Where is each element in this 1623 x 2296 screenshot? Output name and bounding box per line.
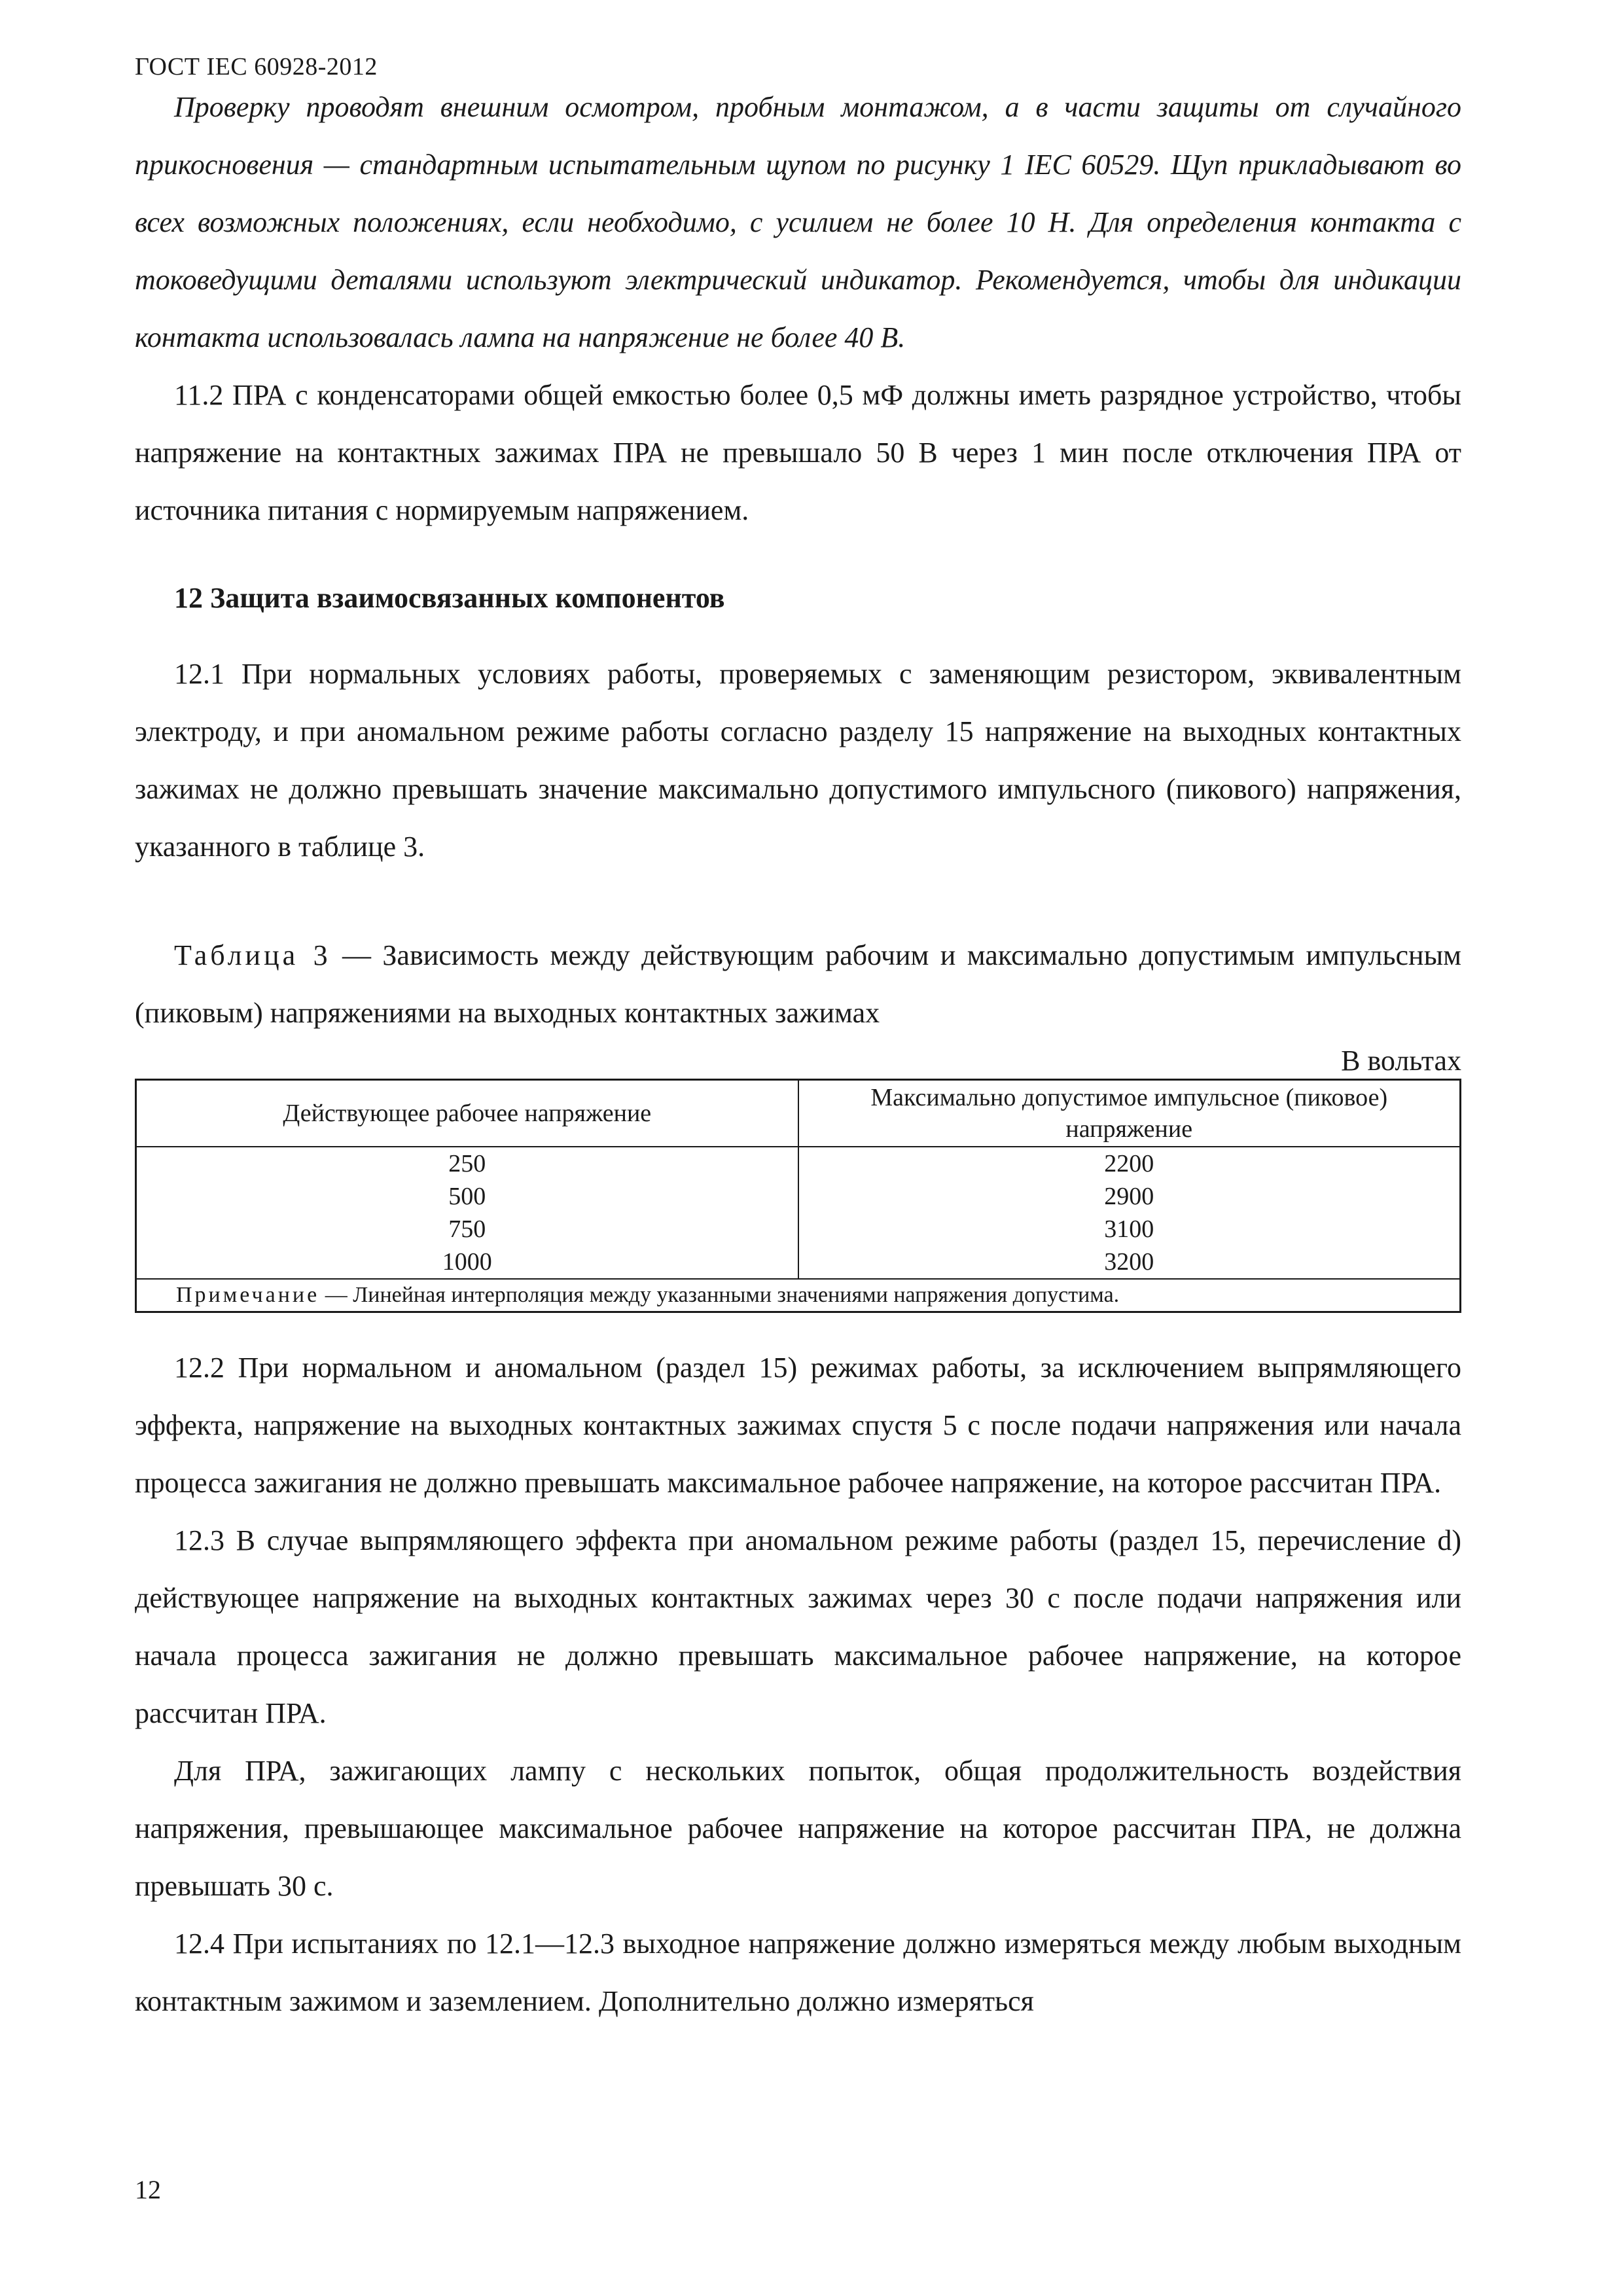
table-note-text: — Линейная интерполяция между указанными значениями напряжения допустима. bbox=[319, 1283, 1120, 1307]
cell-working-voltage: 500 bbox=[136, 1180, 798, 1213]
cell-peak-voltage: 3100 bbox=[798, 1213, 1461, 1246]
table-note bbox=[136, 1279, 1461, 1312]
paragraph-12-4: 12.4 При испытаниях по 12.1—12.3 выходное напряжение должно измеряться между любым выходным контактным зажимом и заземлением. Дополнительно должно измеряться bbox=[135, 1928, 1461, 2017]
header-working-voltage: Действующее рабочее напряжение bbox=[136, 1080, 798, 1147]
cell-working-voltage: 1000 bbox=[136, 1246, 798, 1279]
paragraph-multi-attempt: Для ПРА, зажигающих лампу с нескольких попыток, общая продолжительность воздействия напряжения, превышающее максимальное рабочее напряжение на которое рассчитан ПРА, не должна превышать 30 с. bbox=[135, 1755, 1461, 1902]
voltage-table bbox=[135, 1079, 1461, 1313]
table-header-row bbox=[136, 1080, 1461, 1147]
table-row bbox=[136, 1180, 1461, 1213]
table-note-label: Примечание bbox=[176, 1283, 320, 1307]
table-3-caption bbox=[135, 927, 1461, 1042]
section-12-title: 12 Защита взаимосвязанных компонентов bbox=[174, 582, 725, 614]
table-caption-label: Таблица 3 bbox=[174, 939, 331, 971]
page-content bbox=[135, 79, 1461, 2030]
table-units: В вольтах bbox=[1341, 1045, 1461, 1077]
cell-peak-voltage: 2200 bbox=[798, 1147, 1461, 1180]
page-number: 12 bbox=[135, 2175, 161, 2204]
cell-peak-voltage: 2900 bbox=[798, 1180, 1461, 1213]
paragraph-test-method: Проверку проводят внешним осмотром, пробным монтажом, а в части защиты от случайного прикосновения — стандартным испытательным щупом по рисунку 1 IEC 60529. Щуп прикладывают во всех возможных положениях, если необходимо, с усилием не более 10 Н. Для определения контакта с токоведущими деталями используют электрический индикатор. Рекомендуется, чтобы для индикации контакта использовалась лампа на напряжение не более 40 В. bbox=[135, 91, 1461, 353]
cell-peak-voltage: 3200 bbox=[798, 1246, 1461, 1279]
paragraph-12-1: 12.1 При нормальных условиях работы, проверяемых с заменяющим резистором, эквивалентным электроду, и при аномальном режиме работы согласно разделу 15 напряжение на выходных контактных зажимах не должно превышать значение максимально допустимого импульсного (пикового) напряжения, указанного в таблице 3. bbox=[135, 658, 1461, 863]
lower-text-block bbox=[135, 1339, 1461, 2030]
cell-working-voltage: 750 bbox=[136, 1213, 798, 1246]
paragraph-11-2: 11.2 ПРА с конденсаторами общей емкостью более 0,5 мФ должны иметь разрядное устройство, чтобы напряжение на контактных зажимах ПРА не превышало 50 В через 1 мин после отключения ПРА от источника питания с нормируемым напряжением. bbox=[135, 379, 1461, 526]
header-peak-voltage: Максимально допустимое импульсное (пиковое) напряжение bbox=[798, 1080, 1461, 1147]
table-note-row bbox=[136, 1279, 1461, 1312]
table-row bbox=[136, 1147, 1461, 1180]
cell-working-voltage: 250 bbox=[136, 1147, 798, 1180]
paragraph-12-3: 12.3 В случае выпрямляющего эффекта при аномальном режиме работы (раздел 15, перечисление d) действующее напряжение на выходных контактных зажимах через 30 с после подачи напряжения или начала процесса зажигания не должно превышать максимальное рабочее напряжение, на которое рассчитан ПРА. bbox=[135, 1524, 1461, 1729]
table-row bbox=[136, 1246, 1461, 1279]
paragraph-12-2: 12.2 При нормальном и аномальном (раздел 15) режимах работы, за исключением выпрямляющего эффекта, напряжение на выходных контактных зажимах спустя 5 с после подачи напряжения или начала процесса зажигания не должно превышать максимальное рабочее напряжение, на которое рассчитан ПРА. bbox=[135, 1352, 1461, 1499]
table-caption-text: — Зависимость между действующим рабочим и максимально допустимым импульсным (пиковым) напряжениями на выходных контактных зажимах bbox=[135, 939, 1461, 1029]
standard-header: ГОСТ IEC 60928-2012 bbox=[135, 53, 378, 81]
table-row bbox=[136, 1213, 1461, 1246]
